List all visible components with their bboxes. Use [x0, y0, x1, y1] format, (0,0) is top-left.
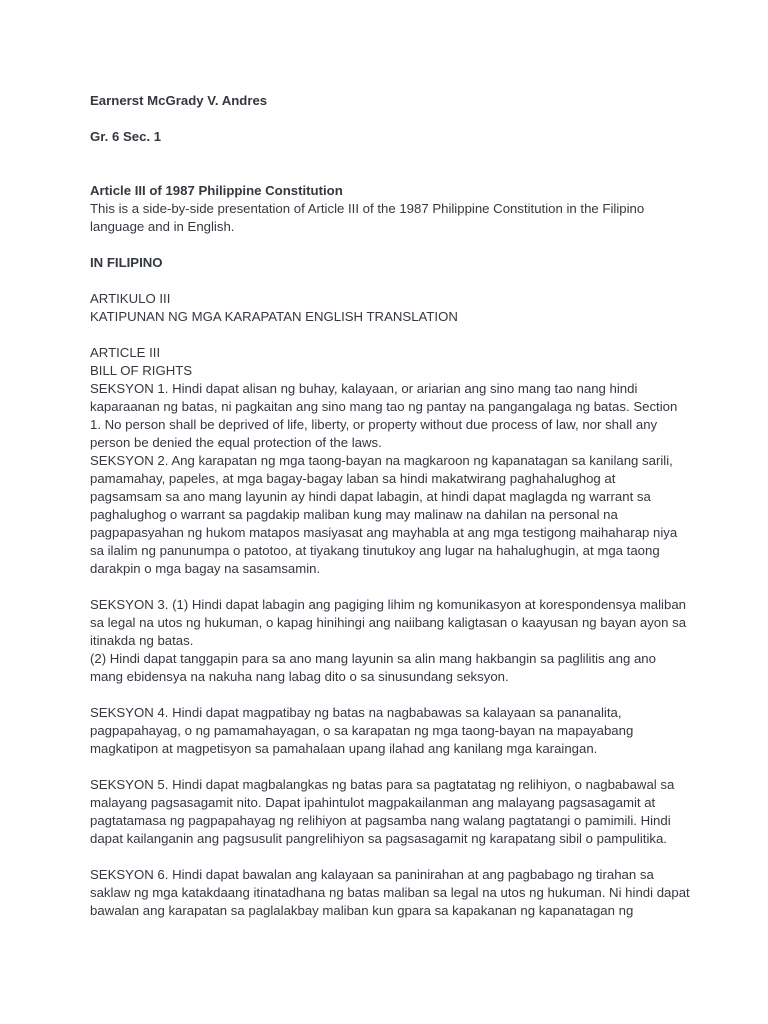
section-4-paragraph: SEKSYON 4. Hindi dapat magpatibay ng batas na nagbabawas sa kalayaan sa pananalita, pagpapahayag, o ng pamamahayagan, o sa karapatan ng mga taong-bayan na mapayabang magkatipon at magpetisyon sa pamahalaan upang ilahad ang kanilang mga karaingan.	[90, 705, 634, 756]
filipino-article-heading: ARTIKULO III	[90, 291, 171, 306]
author-name: Earnerst McGrady V. Andres	[90, 93, 268, 108]
section-6-paragraph: SEKSYON 6. Hindi dapat bawalan ang kalayaan sa paninirahan at ang pagbabago ng tirahan sa saklaw ng mga katakdaang itinatadhana ng batas maliban sa legal na utos ng hukuman. Ni hindi dapat bawalan ang karapatan sa paglalakbay maliban kun gpara sa kapakanan ng kapanatagan ng	[90, 867, 690, 918]
grade-section: Gr. 6 Sec. 1	[90, 129, 162, 144]
section-3-paragraph: SEKSYON 3. (1) Hindi dapat labagin ang pagiging lihim ng komunikasyon at korespondensya maliban sa legal na utos ng hukuman, o kapag hinihingi ang naiibang kaligtasan o kaayusan ng bayan ayon sa itinakda ng batas.	[90, 597, 687, 648]
language-heading: IN FILIPINO	[90, 255, 163, 270]
article-title: Article III of 1987 Philippine Constitution	[90, 183, 343, 198]
section-3-clause-2: (2) Hindi dapat tanggapin para sa ano mang layunin sa alin mang hakbangin sa paglilitis ang ano mang ebidensya na nakuha nang labag dito o sa sinusundang seksyon.	[90, 651, 656, 684]
section-1-paragraph: SEKSYON 1. Hindi dapat alisan ng buhay, kalayaan, or ariarian ang sino mang tao nang hindi kaparaanan ng batas, ni pagkaitan ang sino mang tao ng pantay na pangangalaga ng batas. Section 1. No person shall be deprived of life, liberty, or property without due process of law, nor shall any person be denied the equal protection of the laws.	[90, 381, 678, 450]
english-article-heading: ARTICLE III	[90, 345, 161, 360]
section-5-paragraph: SEKSYON 5. Hindi dapat magbalangkas ng batas para sa pagtatatag ng relihiyon, o nagbabawal sa malayang pagsasagamit nito. Dapat ipahintulot magpakailanman ang malayang pagsasagamit at pagtatamasa ng pagpapahayag ng relihiyon at pagsamba nang walang pagtatangi o pamimili. Hindi dapat kailanganin ang pagsusulit pangrelihiyon sa pagsasagamit ng karapatang sibil o pampulitika.	[90, 777, 675, 846]
english-article-subtitle: BILL OF RIGHTS	[90, 363, 193, 378]
intro-paragraph: This is a side-by-side presentation of Article III of the 1987 Philippine Constitution in the Filipino language and in English.	[90, 201, 645, 234]
section-2-paragraph: SEKSYON 2. Ang karapatan ng mga taong-bayan na magkaroon ng kapanatagan sa kanilang sarili, pamamahay, papeles, at mga bagay-bagay laban sa hindi makatwirang paghahalughog at pagsamsam sa ano mang layunin ay hindi dapat labagin, at hindi dapat maglagda ng warrant sa paghalughog o warrant sa pagdakip maliban kung may malinaw na dahilan na personal na pagpapasyahan ng hukom matapos masiyasat ang mayhabla at ang mga testigong maihaharap niya sa ilalim ng panunumpa o patotoo, at tiyakang tinutukoy ang lugar na hahalughugin, at mga taong darakpin o mga bagay na sasamsamin.	[90, 453, 678, 576]
document-page	[90, 92, 690, 920]
filipino-article-subtitle: KATIPUNAN NG MGA KARAPATAN ENGLISH TRANSLATION	[90, 309, 458, 324]
